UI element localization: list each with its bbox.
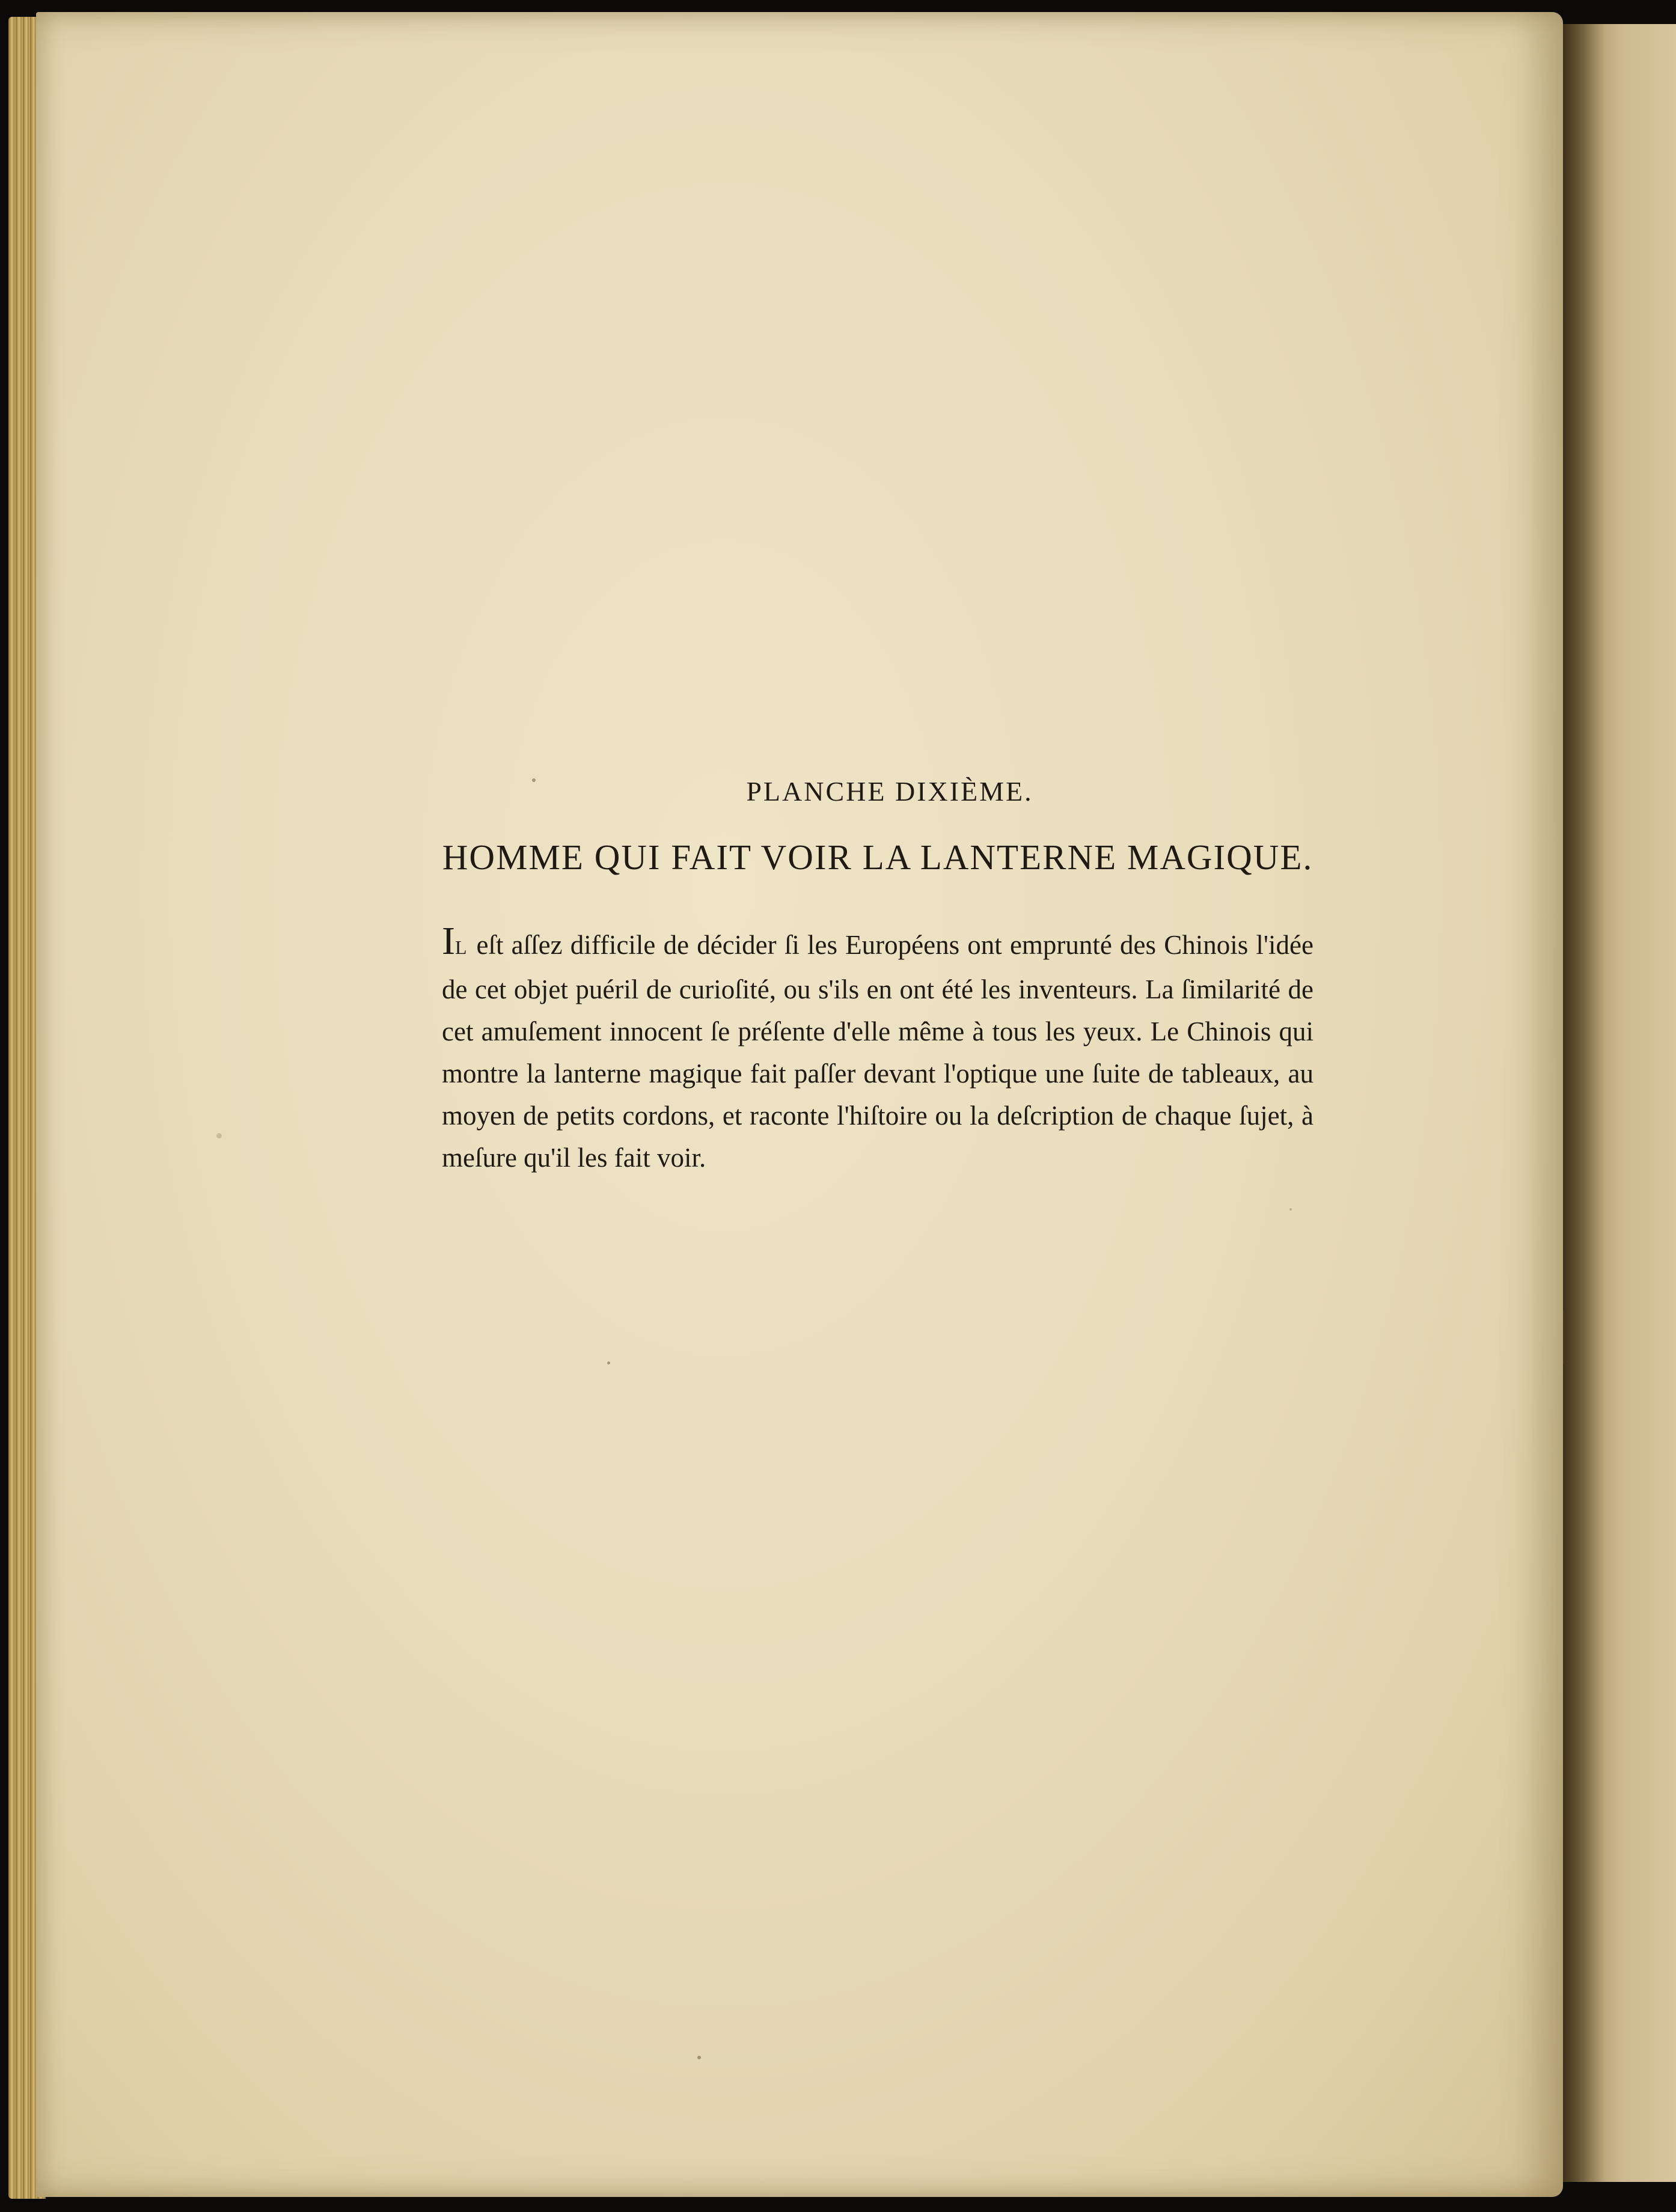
gutter-shadow xyxy=(1563,24,1605,2182)
paper-speck xyxy=(1289,1208,1292,1211)
body-paragraph xyxy=(442,919,1314,1179)
plate-label: PLANCHE DIXIÈME. xyxy=(746,776,1033,807)
page-title: HOMME QUI FAIT VOIR LA LANTERNE MAGIQUE. xyxy=(442,837,1314,877)
drop-cap: I xyxy=(442,919,455,963)
body-text: eſt aſſez difficile de décider ſi les Européens ont emprunté des Chinois l'idée de cet objet puéril de curioſité, ou s'ils en ont été les inventeurs. La ſimilarité de cet amuſement innocent ſe préſente d'elle même à tous les yeux. Le Chinois qui montre la lanterne magique fait paſſer devant l'optique une ſuite de tableaux, au moyen de petits cordons, et raconte l'hiſtoire ou la deſcription de chaque ſujet, à meſure qu'il les fait voir. xyxy=(442,930,1314,1173)
text-block xyxy=(442,775,1314,1179)
paper-speck xyxy=(697,2056,701,2059)
paper-speck xyxy=(216,1133,222,1138)
paper-speck xyxy=(607,1361,610,1364)
small-caps-lead: L xyxy=(454,936,468,958)
page-fold-mark xyxy=(1563,1310,1564,1364)
